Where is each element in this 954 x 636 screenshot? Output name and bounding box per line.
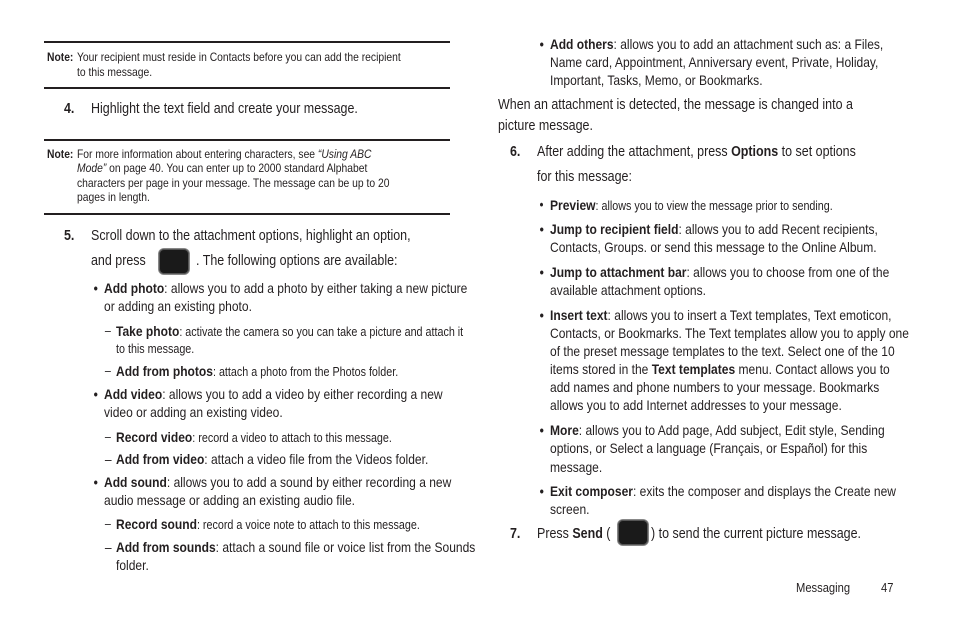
note2-top-rule [44,139,450,141]
bullet-add-others-line3: Important, Tasks, Memo, or Bookmarks. [550,72,763,88]
bullet-more-line3: message. [550,459,603,475]
step7-number: 7. [510,526,521,542]
bullet-insert-text-line5: add names and phone numbers to your message. Bookmarks [550,379,880,395]
footer-page-number: 47 [881,580,894,595]
sub-add-from-sounds-line1: – Add from sounds: attach a sound file or voice list from the Sounds [116,538,475,556]
step6-number: 6. [510,144,521,160]
sub-add-from-video: – Add from video: attach a video file from the Videos folder. [116,450,428,468]
note2-bottom-rule [44,213,450,215]
step4-text: Highlight the text field and create your message. [91,101,358,117]
sub-add-from-photos: – Add from photos: attach a photo from the Photos folder. [116,362,398,381]
bullet-add-sound-line2: audio message or adding an existing audio file. [104,492,356,508]
sub-add-from-sounds-line2: folder. [116,557,149,573]
bullet-insert-text-line4: items stored in the Text templates menu. Contact allows you to [550,361,890,377]
bullet-more-line2: options, or Select a language (Français, or Español) for this [550,440,868,456]
note1-top-rule [44,41,450,43]
bullet-more-line1: • More: allows you to Add page, Add subject, Edit style, Sending [550,421,885,439]
note1-text-line1: Your recipient must reside in Contacts before you can add the recipient [77,50,401,64]
bullet-add-video-line1: • Add video: allows you to add a video by either recording a new [104,385,443,403]
step7-text-a: Press Send ( [537,526,611,542]
note2-label: Note: [47,147,74,161]
note2-line2: Mode” on page 40. You can enter up to 2000 standard Alphabet [77,161,368,175]
note2-line4: pages in length. [77,190,150,204]
bullet-jump-attachment-line1: • Jump to attachment bar: allows you to choose from one of the [550,263,889,281]
step4-number: 4. [64,101,75,117]
sub-take-photo-line2: to this message. [116,342,195,356]
bullet-add-photo-line2: or adding an existing photo. [104,298,252,314]
sub-take-photo-line1: – Take photo: activate the camera so you can take a picture and attach it [116,322,463,341]
bullet-add-sound-line1: • Add sound: allows you to add a sound by either recording a new [104,473,451,491]
bullet-jump-recipient-line1: • Jump to recipient field: allows you to add Recent recipients, [550,220,878,238]
bullet-add-video-line2: video or adding an existing video. [104,404,283,420]
detected-line2: picture message. [498,118,593,134]
bullet-insert-text-line1: • Insert text: allows you to insert a Text templates, Text emoticon, [550,306,892,324]
bullet-add-others-line1: • Add others: allows you to add an attachment such as: a Files, [550,35,883,53]
note2-line1: For more information about entering characters, see “Using ABC [77,147,372,161]
sub-record-video: – Record video: record a video to attach to this message. [116,428,392,447]
detected-line1: When an attachment is detected, the message is changed into a [498,97,853,113]
sub-record-sound: – Record sound: record a voice note to attach to this message. [116,515,420,534]
footer-section: Messaging [796,580,851,595]
note1-text-line2: to this message. [77,65,153,79]
bullet-preview: • Preview: allows you to view the message prior to sending. [550,196,833,215]
step5-number: 5. [64,228,75,244]
step5-line1: Scroll down to the attachment options, highlight an option, [91,228,411,244]
step6-line1: After adding the attachment, press Options to set options [537,144,856,160]
bullet-insert-text-line6: allows you to add Internet addresses to your message. [550,397,842,413]
bullet-jump-recipient-line2: Contacts, Groups. or send this message to the Online Album. [550,239,877,255]
step5-line2a: and press [91,253,146,269]
note1-bottom-rule [44,87,450,89]
bullet-insert-text-line3: of the preset message templates to the text. Select one of the 10 [550,343,895,359]
bullet-insert-text-line2: Contacts, or Bookmarks. The Text templates allow you to apply one [550,325,909,341]
bullet-add-photo-line1: • Add photo: allows you to add a photo by either taking a new picture [104,279,467,297]
note2-line3: characters per page in your message. The message can be up to 20 [77,176,390,190]
menu-key-icon [159,249,189,274]
step6-line2: for this message: [537,169,632,185]
bullet-exit-composer-line2: screen. [550,501,590,517]
note1-label: Note: [47,50,74,64]
bullet-add-others-line2: Name card, Appointment, Anniversary event, Private, Holiday, [550,54,879,70]
step5-line2b: . The following options are available: [196,253,398,269]
bullet-jump-attachment-line2: available attachment options. [550,282,706,298]
bullet-exit-composer-line1: • Exit composer: exits the composer and displays the Create new [550,482,896,500]
send-key-icon [618,520,648,545]
step7-text-d: ) to send the current picture message. [651,526,862,542]
